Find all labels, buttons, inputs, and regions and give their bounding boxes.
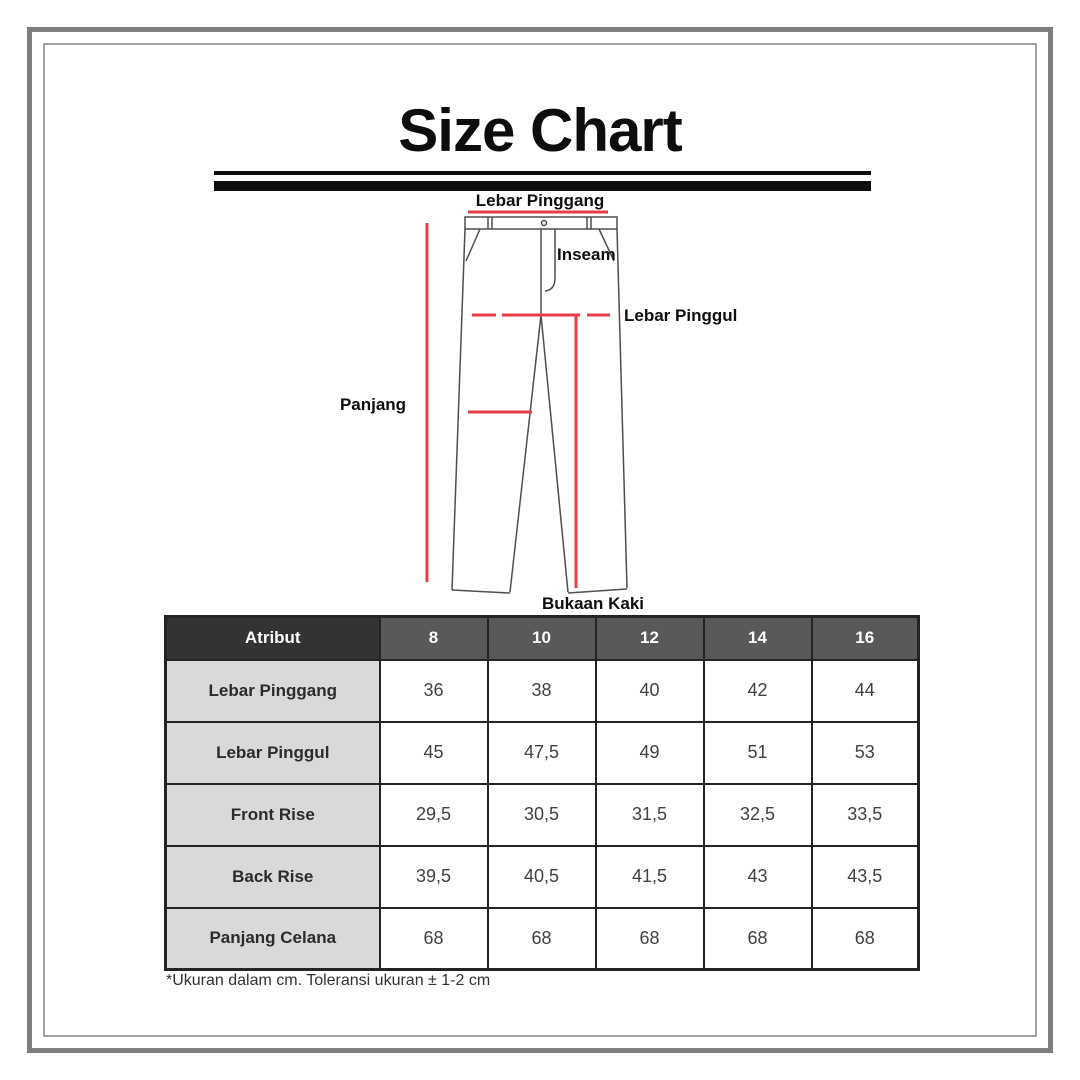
table-row-waist (166, 660, 919, 722)
size-value-cell: 53 (812, 722, 919, 784)
label-inseam: Inseam (557, 245, 616, 264)
row-label: Front Rise (166, 784, 380, 846)
outer-seam-left (452, 229, 465, 590)
header-atribut: Atribut (166, 617, 380, 660)
page-title: Size Chart (398, 97, 682, 164)
outer-seam-right (617, 229, 627, 588)
row-label: Lebar Pinggang (166, 660, 380, 722)
fly-j-stitch (545, 229, 555, 291)
size-value-cell: 68 (380, 908, 488, 970)
size-value-cell: 39,5 (380, 846, 488, 908)
size-value-cell: 68 (812, 908, 919, 970)
table-row-pants-length (166, 908, 919, 970)
size-value-cell: 41,5 (596, 846, 704, 908)
table-row-front-rise (166, 784, 919, 846)
size-value-cell: 32,5 (704, 784, 812, 846)
size-value-cell: 49 (596, 722, 704, 784)
size-table (164, 615, 920, 971)
title-rule-thin (214, 171, 871, 175)
inner-seam-right (541, 315, 568, 592)
size-value-cell: 30,5 (488, 784, 596, 846)
size-table-container (164, 615, 920, 971)
label-waist-width: Lebar Pinggang (475, 191, 605, 210)
header-size-10: 10 (488, 617, 596, 660)
size-value-cell: 33,5 (812, 784, 919, 846)
inner-seam-left (510, 315, 541, 592)
size-value-cell: 47,5 (488, 722, 596, 784)
size-value-cell: 38 (488, 660, 596, 722)
size-value-cell: 68 (704, 908, 812, 970)
pocket-left (466, 229, 480, 261)
size-value-cell: 42 (704, 660, 812, 722)
size-value-cell: 40 (596, 660, 704, 722)
table-header-row (166, 617, 919, 660)
header-size-14: 14 (704, 617, 812, 660)
row-label: Panjang Celana (166, 908, 380, 970)
size-value-cell: 36 (380, 660, 488, 722)
table-row-hip (166, 722, 919, 784)
size-value-cell: 29,5 (380, 784, 488, 846)
header-size-12: 12 (596, 617, 704, 660)
label-hip-width: Lebar Pinggul (624, 306, 738, 325)
row-label: Lebar Pinggul (166, 722, 380, 784)
size-value-cell: 43 (704, 846, 812, 908)
header-size-8: 8 (380, 617, 488, 660)
footnote: *Ukuran dalam cm. Toleransi ukuran ± 1-2 cm (166, 972, 491, 989)
header-size-16: 16 (812, 617, 919, 660)
size-value-cell: 45 (380, 722, 488, 784)
label-length: Panjang (339, 395, 407, 414)
size-value-cell: 51 (704, 722, 812, 784)
size-value-cell: 68 (596, 908, 704, 970)
pants-diagram (330, 185, 750, 615)
size-value-cell: 44 (812, 660, 919, 722)
hem-left (452, 590, 510, 593)
size-value-cell: 43,5 (812, 846, 919, 908)
size-value-cell: 31,5 (596, 784, 704, 846)
pants-outline (452, 217, 627, 593)
hem-right (568, 589, 627, 593)
table-row-back-rise (166, 846, 919, 908)
button (542, 221, 547, 226)
size-value-cell: 68 (488, 908, 596, 970)
size-value-cell: 40,5 (488, 846, 596, 908)
label-leg-opening: Bukaan Kaki (541, 594, 645, 613)
row-label: Back Rise (166, 846, 380, 908)
